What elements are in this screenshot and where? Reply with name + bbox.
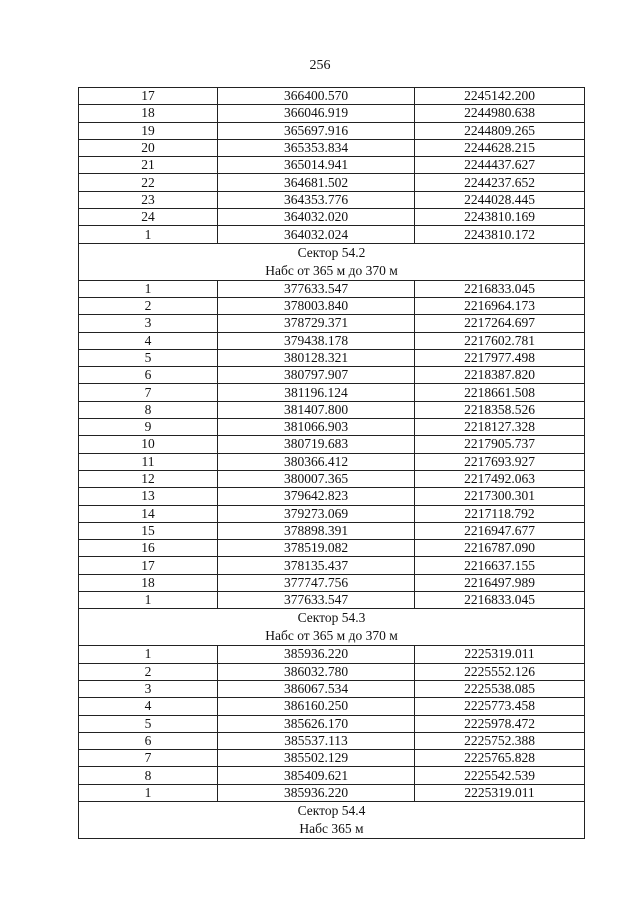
y-coordinate-cell: 2217693.927 — [415, 453, 585, 470]
point-number-cell: 3 — [79, 315, 218, 332]
table-row — [79, 315, 585, 332]
x-coordinate-cell: 378519.082 — [218, 540, 415, 557]
table-row — [79, 453, 585, 470]
x-coordinate-cell: 378898.391 — [218, 522, 415, 539]
y-coordinate-cell: 2244628.215 — [415, 139, 585, 156]
y-coordinate-cell: 2216947.677 — [415, 522, 585, 539]
table-row — [79, 522, 585, 539]
table-row — [79, 367, 585, 384]
point-number-cell: 4 — [79, 698, 218, 715]
table-row — [79, 349, 585, 366]
y-coordinate-cell: 2218661.508 — [415, 384, 585, 401]
y-coordinate-cell: 2244980.638 — [415, 105, 585, 122]
x-coordinate-cell: 378135.437 — [218, 557, 415, 574]
y-coordinate-cell: 2225978.472 — [415, 715, 585, 732]
point-number-cell: 21 — [79, 157, 218, 174]
x-coordinate-cell: 385626.170 — [218, 715, 415, 732]
table-row — [79, 191, 585, 208]
x-coordinate-cell: 385936.220 — [218, 784, 415, 801]
table-row — [79, 470, 585, 487]
point-number-cell: 3 — [79, 680, 218, 697]
x-coordinate-cell: 385537.113 — [218, 732, 415, 749]
x-coordinate-cell: 380128.321 — [218, 349, 415, 366]
table-row — [79, 557, 585, 574]
section-title: Сектор 54.4 — [297, 802, 366, 818]
x-coordinate-cell: 365014.941 — [218, 157, 415, 174]
y-coordinate-cell: 2216637.155 — [415, 557, 585, 574]
table-row — [79, 419, 585, 436]
point-number-cell: 7 — [79, 750, 218, 767]
table-row — [79, 157, 585, 174]
y-coordinate-cell: 2217264.697 — [415, 315, 585, 332]
table-row — [79, 715, 585, 732]
x-coordinate-cell: 378729.371 — [218, 315, 415, 332]
section-subtitle: Набс от 365 м до 370 м — [265, 262, 398, 278]
section-header-row — [79, 243, 585, 280]
y-coordinate-cell: 2218358.526 — [415, 401, 585, 418]
coordinates-table — [78, 87, 585, 839]
x-coordinate-cell: 364032.020 — [218, 209, 415, 226]
table-row — [79, 174, 585, 191]
point-number-cell: 12 — [79, 470, 218, 487]
table-row — [79, 209, 585, 226]
x-coordinate-cell: 379642.823 — [218, 488, 415, 505]
section-subtitle: Набс 365 м — [299, 820, 364, 836]
x-coordinate-cell: 381066.903 — [218, 419, 415, 436]
y-coordinate-cell: 2245142.200 — [415, 88, 585, 105]
section-title: Сектор 54.3 — [297, 610, 366, 626]
x-coordinate-cell: 385936.220 — [218, 646, 415, 663]
x-coordinate-cell: 377633.547 — [218, 592, 415, 609]
x-coordinate-cell: 365697.916 — [218, 122, 415, 139]
point-number-cell: 14 — [79, 505, 218, 522]
point-number-cell: 9 — [79, 419, 218, 436]
y-coordinate-cell: 2243810.172 — [415, 226, 585, 243]
y-coordinate-cell: 2216833.045 — [415, 592, 585, 609]
x-coordinate-cell: 378003.840 — [218, 297, 415, 314]
y-coordinate-cell: 2217602.781 — [415, 332, 585, 349]
table-row — [79, 488, 585, 505]
section-header-row — [79, 801, 585, 838]
section-header — [79, 243, 585, 280]
y-coordinate-cell: 2244809.265 — [415, 122, 585, 139]
point-number-cell: 13 — [79, 488, 218, 505]
table-row — [79, 680, 585, 697]
page-number: 256 — [309, 58, 331, 73]
x-coordinate-cell: 379273.069 — [218, 505, 415, 522]
y-coordinate-cell: 2243810.169 — [415, 209, 585, 226]
point-number-cell: 1 — [79, 226, 218, 243]
x-coordinate-cell: 364681.502 — [218, 174, 415, 191]
point-number-cell: 11 — [79, 453, 218, 470]
table-row — [79, 436, 585, 453]
point-number-cell: 2 — [79, 663, 218, 680]
point-number-cell: 23 — [79, 191, 218, 208]
y-coordinate-cell: 2217300.301 — [415, 488, 585, 505]
x-coordinate-cell: 377747.756 — [218, 574, 415, 591]
y-coordinate-cell: 2225542.539 — [415, 767, 585, 784]
x-coordinate-cell: 379438.178 — [218, 332, 415, 349]
point-number-cell: 6 — [79, 367, 218, 384]
point-number-cell: 8 — [79, 401, 218, 418]
y-coordinate-cell: 2225765.828 — [415, 750, 585, 767]
y-coordinate-cell: 2218387.820 — [415, 367, 585, 384]
y-coordinate-cell: 2218127.328 — [415, 419, 585, 436]
x-coordinate-cell: 386067.534 — [218, 680, 415, 697]
x-coordinate-cell: 380366.412 — [218, 453, 415, 470]
y-coordinate-cell: 2217118.792 — [415, 505, 585, 522]
table-row — [79, 105, 585, 122]
coordinates-table-body — [79, 88, 585, 839]
point-number-cell: 5 — [79, 715, 218, 732]
y-coordinate-cell: 2225538.085 — [415, 680, 585, 697]
section-title: Сектор 54.2 — [297, 244, 366, 260]
x-coordinate-cell: 366046.919 — [218, 105, 415, 122]
x-coordinate-cell: 377633.547 — [218, 280, 415, 297]
point-number-cell: 6 — [79, 732, 218, 749]
x-coordinate-cell: 385409.621 — [218, 767, 415, 784]
y-coordinate-cell: 2225319.011 — [415, 646, 585, 663]
table-row — [79, 88, 585, 105]
point-number-cell: 15 — [79, 522, 218, 539]
table-row — [79, 280, 585, 297]
x-coordinate-cell: 381196.124 — [218, 384, 415, 401]
table-row — [79, 122, 585, 139]
point-number-cell: 1 — [79, 646, 218, 663]
y-coordinate-cell: 2217492.063 — [415, 470, 585, 487]
x-coordinate-cell: 381407.800 — [218, 401, 415, 418]
point-number-cell: 10 — [79, 436, 218, 453]
y-coordinate-cell: 2217905.737 — [415, 436, 585, 453]
table-row — [79, 592, 585, 609]
y-coordinate-cell: 2244437.627 — [415, 157, 585, 174]
y-coordinate-cell: 2216787.090 — [415, 540, 585, 557]
point-number-cell: 4 — [79, 332, 218, 349]
section-header — [79, 609, 585, 646]
point-number-cell: 2 — [79, 297, 218, 314]
y-coordinate-cell: 2225773.458 — [415, 698, 585, 715]
x-coordinate-cell: 385502.129 — [218, 750, 415, 767]
y-coordinate-cell: 2216497.989 — [415, 574, 585, 591]
point-number-cell: 8 — [79, 767, 218, 784]
table-row — [79, 139, 585, 156]
point-number-cell: 22 — [79, 174, 218, 191]
table-row — [79, 332, 585, 349]
y-coordinate-cell: 2225752.388 — [415, 732, 585, 749]
point-number-cell: 7 — [79, 384, 218, 401]
table-row — [79, 505, 585, 522]
x-coordinate-cell: 364032.024 — [218, 226, 415, 243]
x-coordinate-cell: 366400.570 — [218, 88, 415, 105]
section-header-row — [79, 609, 585, 646]
point-number-cell: 18 — [79, 574, 218, 591]
point-number-cell: 16 — [79, 540, 218, 557]
table-row — [79, 750, 585, 767]
table-row — [79, 540, 585, 557]
y-coordinate-cell: 2225552.126 — [415, 663, 585, 680]
point-number-cell: 17 — [79, 88, 218, 105]
x-coordinate-cell: 365353.834 — [218, 139, 415, 156]
section-subtitle: Набс от 365 м до 370 м — [265, 628, 398, 644]
table-row — [79, 698, 585, 715]
y-coordinate-cell: 2216833.045 — [415, 280, 585, 297]
table-row — [79, 732, 585, 749]
x-coordinate-cell: 380007.365 — [218, 470, 415, 487]
table-row — [79, 784, 585, 801]
table-row — [79, 384, 585, 401]
table-row — [79, 297, 585, 314]
y-coordinate-cell: 2244237.652 — [415, 174, 585, 191]
x-coordinate-cell: 380797.907 — [218, 367, 415, 384]
x-coordinate-cell: 380719.683 — [218, 436, 415, 453]
table-row — [79, 646, 585, 663]
table-row — [79, 226, 585, 243]
point-number-cell: 20 — [79, 139, 218, 156]
point-number-cell: 5 — [79, 349, 218, 366]
table-row — [79, 401, 585, 418]
section-header — [79, 801, 585, 838]
table-row — [79, 767, 585, 784]
point-number-cell: 1 — [79, 280, 218, 297]
point-number-cell: 1 — [79, 784, 218, 801]
y-coordinate-cell: 2216964.173 — [415, 297, 585, 314]
y-coordinate-cell: 2217977.498 — [415, 349, 585, 366]
y-coordinate-cell: 2244028.445 — [415, 191, 585, 208]
table-row — [79, 574, 585, 591]
table-row — [79, 663, 585, 680]
x-coordinate-cell: 364353.776 — [218, 191, 415, 208]
x-coordinate-cell: 386032.780 — [218, 663, 415, 680]
point-number-cell: 19 — [79, 122, 218, 139]
point-number-cell: 24 — [79, 209, 218, 226]
x-coordinate-cell: 386160.250 — [218, 698, 415, 715]
point-number-cell: 18 — [79, 105, 218, 122]
y-coordinate-cell: 2225319.011 — [415, 784, 585, 801]
point-number-cell: 1 — [79, 592, 218, 609]
point-number-cell: 17 — [79, 557, 218, 574]
